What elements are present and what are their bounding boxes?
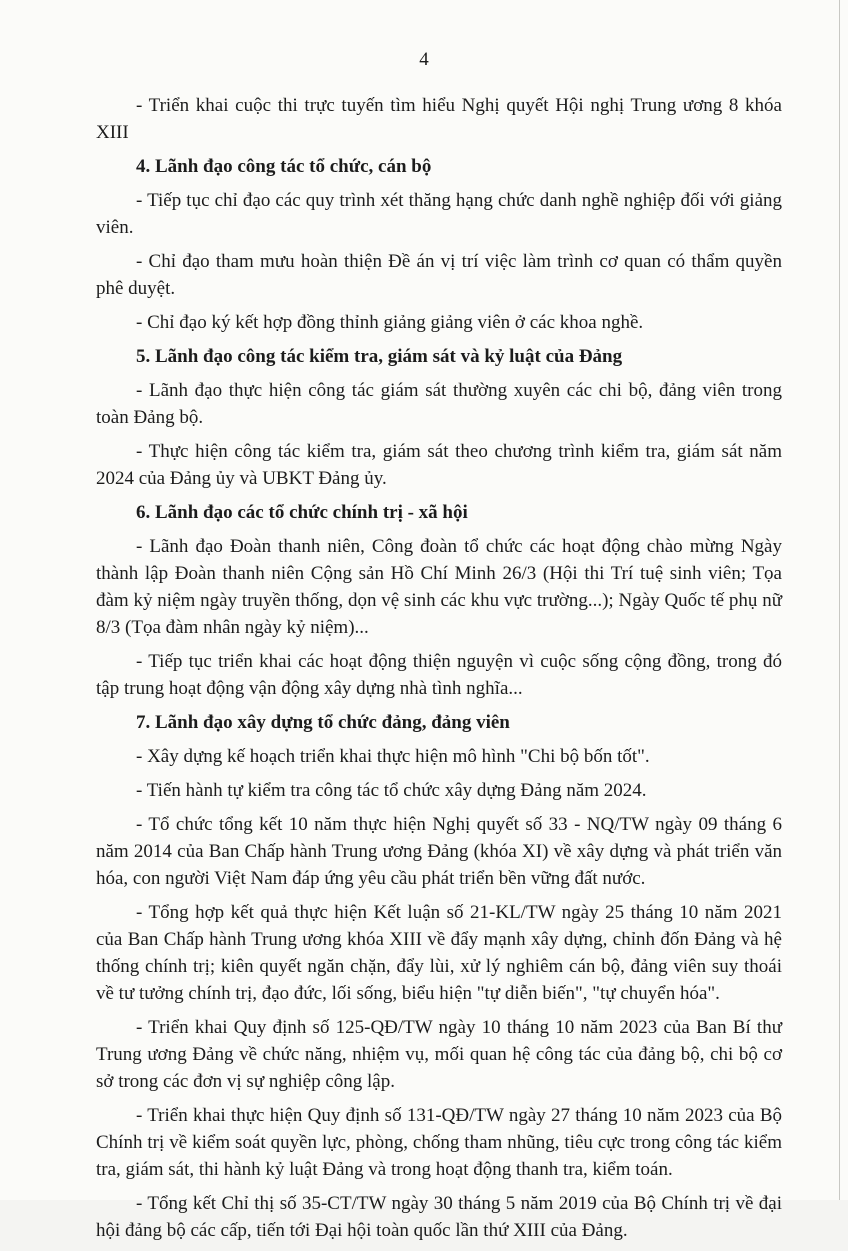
paragraph: - Chỉ đạo ký kết hợp đồng thỉnh giảng giảng viên ở các khoa nghề. (136, 312, 644, 333)
document-body (96, 92, 782, 1251)
paragraph: - Lãnh đạo Đoàn thanh niên, Công đoàn tổ chức các hoạt động chào mừng Ngày thành lập Đoàn thanh niên Cộng sản Hồ Chí Minh 26/3 (Hội thi Trí tuệ sinh viên; Tọa đàm kỷ niệm ngày truyền thống, dọn vệ sinh các khu vực trường...); Ngày Quốc tế phụ nữ 8/3 (Tọa đàm nhân ngày kỷ niệm)... (96, 536, 782, 638)
paragraph: - Triển khai thực hiện Quy định số 131-QĐ/TW ngày 27 tháng 10 năm 2023 của Bộ Chính trị về kiểm soát quyền lực, phòng, chống tham nhũng, tiêu cực trong công tác kiểm tra, giám sát, thi hành kỷ luật Đảng và trong hoạt động thanh tra, kiểm toán. (96, 1105, 782, 1180)
paragraph: - Tổ chức tổng kết 10 năm thực hiện Nghị quyết số 33 - NQ/TW ngày 09 tháng 6 năm 2014 của Ban Chấp hành Trung ương Đảng (khóa XI) về xây dựng và phát triển văn hóa, con người Việt Nam đáp ứng yêu cầu phát triển bền vững đất nước. (96, 814, 782, 889)
page-edge-line (839, 0, 840, 1200)
paragraph: - Tiếp tục triển khai các hoạt động thiện nguyện vì cuộc sống cộng đồng, trong đó tập trung hoạt động vận động xây dựng nhà tình nghĩa... (96, 651, 782, 699)
paragraph: - Xây dựng kế hoạch triển khai thực hiện mô hình "Chi bộ bốn tốt". (136, 746, 650, 767)
section-heading: 6. Lãnh đạo các tổ chức chính trị - xã hội (136, 502, 468, 523)
paragraph: - Tổng hợp kết quả thực hiện Kết luận số 21-KL/TW ngày 25 tháng 10 năm 2021 của Ban Chấp hành Trung ương khóa XIII về đẩy mạnh xây dựng, chỉnh đốn Đảng và hệ thống chính trị; kiên quyết ngăn chặn, đẩy lùi, xử lý nghiêm cán bộ, đảng viên suy thoái về tư tưởng chính trị, đạo đức, lối sống, biểu hiện "tự diễn biến", "tự chuyển hóa". (96, 902, 782, 1004)
paragraph: - Triển khai Quy định số 125-QĐ/TW ngày 10 tháng 10 năm 2023 của Ban Bí thư Trung ương Đảng về chức năng, nhiệm vụ, mối quan hệ công tác của đảng bộ, chi bộ cơ sở trong các đơn vị sự nghiệp công lập. (96, 1017, 782, 1092)
paragraph: - Tiến hành tự kiểm tra công tác tổ chức xây dựng Đảng năm 2024. (136, 780, 647, 801)
page-number: 4 (419, 49, 429, 70)
paragraph: - Triển khai cuộc thi trực tuyến tìm hiểu Nghị quyết Hội nghị Trung ương 8 khóa XIII (96, 95, 782, 143)
section-heading: 5. Lãnh đạo công tác kiểm tra, giám sát và kỷ luật của Đảng (136, 346, 623, 367)
paragraph: - Thực hiện công tác kiểm tra, giám sát theo chương trình kiểm tra, giám sát năm 2024 của Đảng ủy và UBKT Đảng ủy. (96, 441, 782, 489)
section-heading: 7. Lãnh đạo xây dựng tổ chức đảng, đảng viên (136, 712, 510, 733)
paragraph: - Lãnh đạo thực hiện công tác giám sát thường xuyên các chi bộ, đảng viên trong toàn Đảng bộ. (96, 380, 782, 428)
section-heading: 4. Lãnh đạo công tác tổ chức, cán bộ (136, 156, 432, 177)
paragraph: - Tổng kết Chỉ thị số 35-CT/TW ngày 30 tháng 5 năm 2019 của Bộ Chính trị về đại hội đảng bộ các cấp, tiến tới Đại hội toàn quốc lần thứ XIII của Đảng. (96, 1193, 782, 1241)
paragraph: - Tiếp tục chỉ đạo các quy trình xét thăng hạng chức danh nghề nghiệp đối với giảng viên. (96, 190, 782, 238)
paragraph: - Chỉ đạo tham mưu hoàn thiện Đề án vị trí việc làm trình cơ quan có thẩm quyền phê duyệt. (96, 251, 782, 299)
